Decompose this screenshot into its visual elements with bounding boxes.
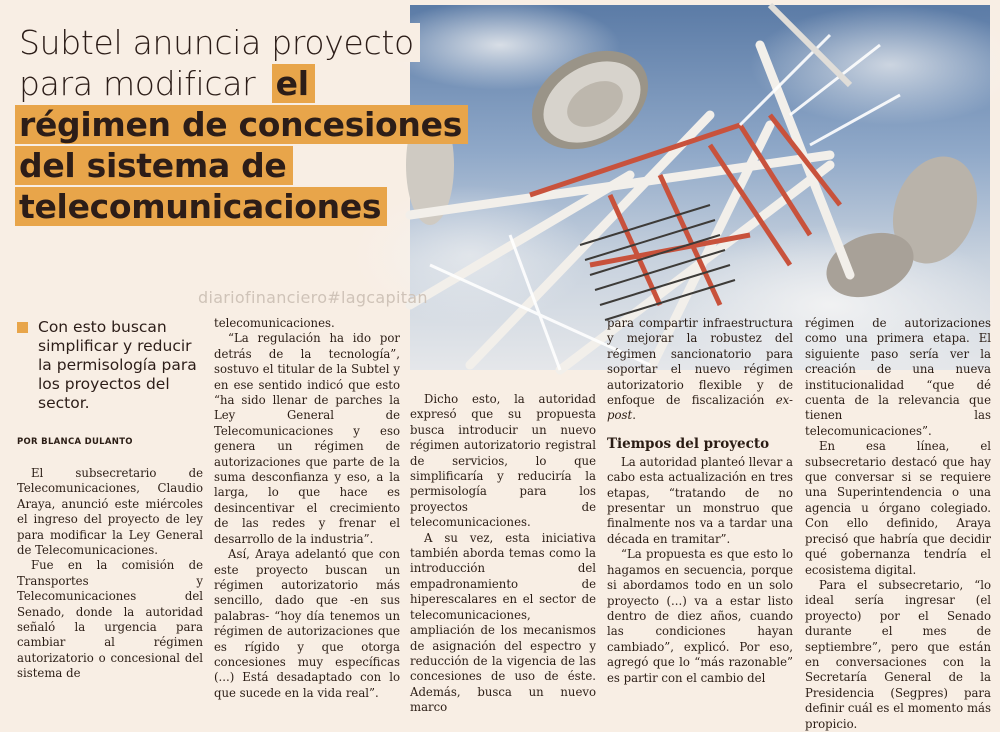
- paragraph: En esa línea, el subsecretario destacó que hay que conversar si se requiere una Superintendencia o una agencia u órgano colegiado. Con ello definido, Araya precisó que habría que decidir qué gobernanza tendría el ecosistema digital.: [805, 439, 991, 577]
- headline-line-5: telecomunicaciones: [15, 187, 387, 226]
- paragraph-emphasis: ex-post: [607, 393, 793, 423]
- article-column-2: [214, 316, 400, 701]
- paragraph: El subsecretario de Telecomunicaciones, Claudio Araya, anunció este miércoles el ingreso del proyecto de ley para modificar la Ley General de Telecomunicaciones.: [17, 466, 203, 558]
- headline-line-4: del sistema de: [15, 146, 293, 185]
- article-column-1: [17, 466, 203, 682]
- paragraph: “La regulación ha ido por detrás de la tecnología”, sostuvo el titular de la Subtel y en ese sentido indicó que esto “ha sido llenar de parches la Ley General de Telecomunicaciones y eso genera un régimen de autorizaciones que parte de la suma desconfianza y eso, a la larga, lo que hace es desincentivar el crecimiento de las redes y frenar el desarrollo de la industria”.: [214, 331, 400, 546]
- headline-line-3: régimen de concesiones: [15, 105, 468, 144]
- headline-line-2: para modificar: [15, 64, 272, 103]
- watermark: diariofinanciero#lagcapitan: [198, 288, 428, 307]
- article-column-5: [805, 316, 991, 732]
- lead-summary: [17, 318, 202, 413]
- paragraph-text: para compartir infraestructura y mejorar la robustez del régimen sancionatorio para soportar el nuevo régimen autorizatorio flexible y de enfoque de fiscalización: [607, 316, 793, 408]
- paragraph: Para el subsecretario, “lo ideal sería ingresar (el proyecto) por el Senado durante el mes de septiembre”, pero que están en conversaciones con la Secretaría General de la Presidencia (Segpres) para definir cuál es el momento más propicio.: [805, 577, 991, 731]
- article-column-4: [607, 316, 793, 686]
- article-column-3: [410, 392, 596, 716]
- paragraph: Fue en la comisión de Transportes y Telecomunicaciones del Senado, donde la autoridad señaló la urgencia para cambiar al régimen autorizatorio o concesional del sistema de: [17, 558, 203, 681]
- headline: [15, 22, 475, 227]
- paragraph: Dicho esto, la autoridad expresó que su propuesta busca introducir un nuevo régimen autorizatorio registral de servicios, lo que simplificaría y reduciría la permisología para los proyectos de telecomunicaciones.: [410, 392, 596, 530]
- paragraph: telecomunicaciones.: [214, 316, 335, 330]
- paragraph: La autoridad planteó llevar a cabo esta actualización en tres etapas, “tratando de no presentar un monstruo que finalmente nos va a tardar una década en tramitar”.: [607, 454, 793, 546]
- headline-highlight-start: el: [272, 64, 315, 103]
- paragraph: A su vez, esta iniciativa también aborda temas como la introducción del empadronamiento de hiperescalares en el sector de telecomunicaciones, ampliación de los mecanismos de asignación del espectro y reducción de la vigencia de las concesiones de uso de éste. Además, busca un nuevo marco: [410, 530, 596, 715]
- byline: POR BLANCA DULANTO: [17, 437, 133, 447]
- section-subhead: Tiempos del proyecto: [607, 435, 770, 452]
- lead-text: Con esto buscan simplificar y reducir la permisología para los proyectos del sector.: [38, 318, 197, 412]
- square-bullet-icon: [17, 322, 28, 333]
- paragraph: [607, 316, 793, 424]
- headline-line-1: Subtel anuncia proyecto: [15, 23, 420, 62]
- paragraph: “La propuesta es que esto lo hagamos en secuencia, porque si abordamos todo en un solo proyecto (...) va a estar listo dentro de diez años, cuando las condiciones hayan cambiado”, explicó. Por eso, agregó que lo “más razonable” es partir con el cambio del: [607, 547, 793, 685]
- paragraph: régimen de autorizaciones como una primera etapa. El siguiente paso sería ver la creación de una nueva institucionalidad “que dé cuenta de la relevancia que tienen las telecomunicaciones”.: [805, 316, 991, 438]
- paragraph-end: .: [632, 408, 636, 423]
- paragraph: Así, Araya adelantó que con este proyecto buscan un régimen autorizatorio más sencillo, dado que -en sus palabras- “hoy día tenemos un régimen de autorizaciones que es rígido y que otorga concesiones muy específicas (...) Está desadaptado con lo que sucede en la vida real”.: [214, 547, 400, 700]
